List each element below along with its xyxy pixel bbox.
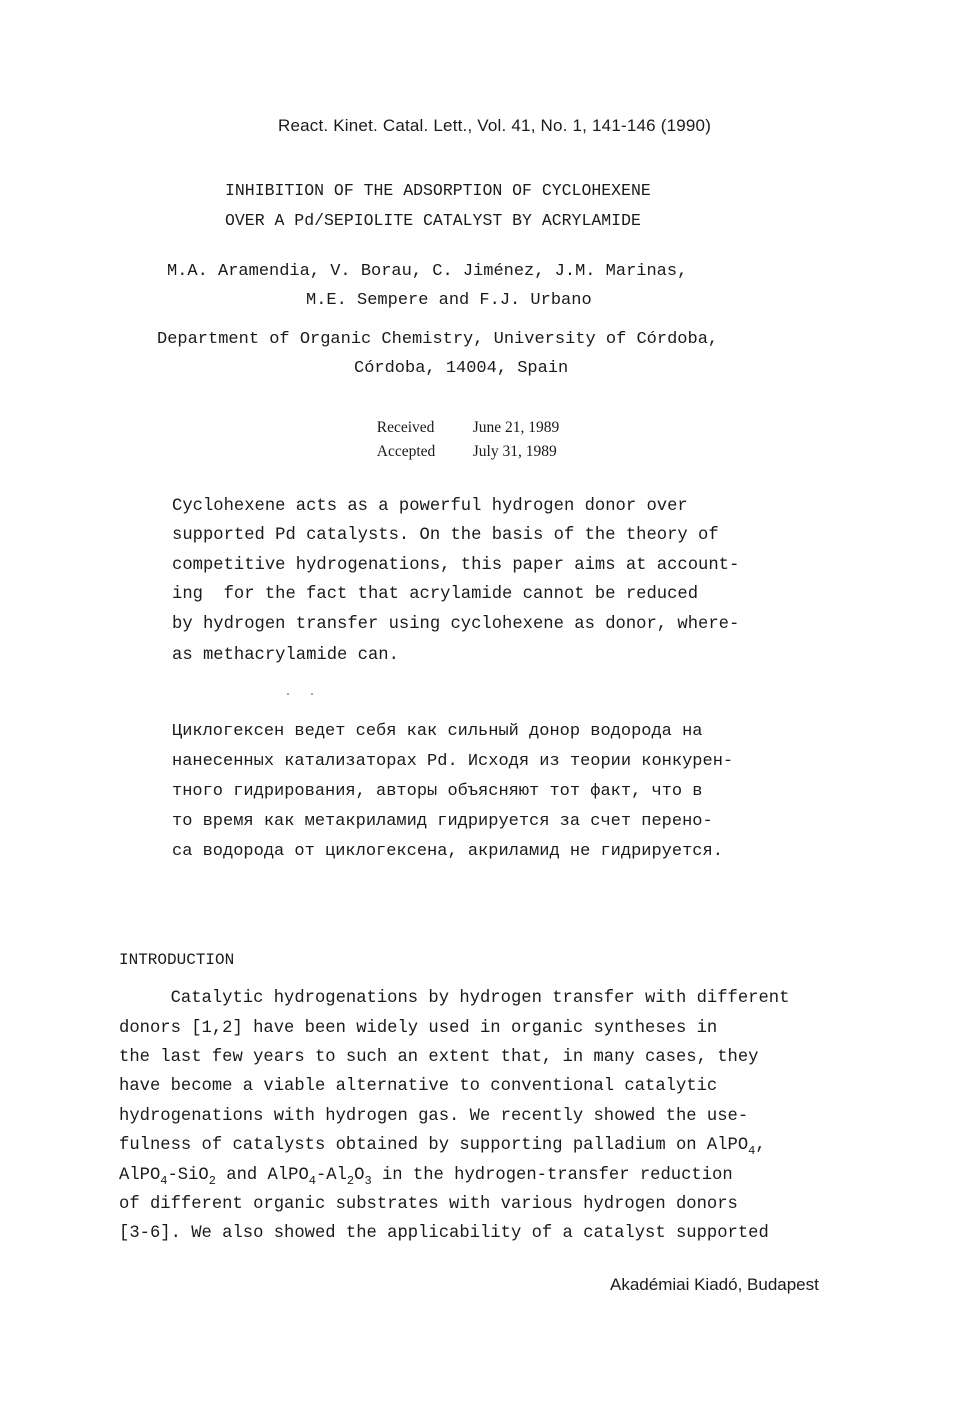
abstract-ru-line: Циклогексен ведет себя как сильный донор водорода на: [172, 722, 703, 741]
received-label: Received: [376, 419, 435, 436]
abstract-ru-line: нанесенных катализаторах Pd. Исходя из теории конкурен-: [172, 752, 734, 771]
abstract-en-line: by hydrogen transfer using cyclohexene as donor, where-: [172, 615, 740, 634]
abstract-en-line: Cyclohexene acts as a powerful hydrogen donor over: [172, 497, 688, 516]
title-line-2: OVER A Pd/SEPIOLITE CATALYST BY ACRYLAMIDE: [225, 211, 641, 230]
body-line: [119, 1166, 733, 1188]
formula-text: in the hydrogen-transfer reduction: [371, 1166, 733, 1185]
abstract-en-line: as methacrylamide can.: [172, 646, 399, 665]
formula-text: and AlPO: [215, 1166, 309, 1185]
body-line: hydrogenations with hydrogen gas. We recently showed the use-: [119, 1107, 749, 1126]
body-line: [119, 1136, 766, 1158]
formula-text: O: [354, 1166, 365, 1185]
abstract-ru-line: тного гидрирования, авторы объясняют тот факт, что в: [172, 782, 703, 801]
journal-citation: React. Kinet. Catal. Lett., Vol. 41, No. 1, 141-146 (1990): [278, 116, 712, 135]
abstract-en-line: supported Pd catalysts. On the basis of the theory of: [172, 526, 719, 545]
abstract-ru-line: са водорода от циклогексена, акриламид не гидрируется.: [172, 842, 723, 861]
subscript: 4: [308, 1174, 316, 1188]
subscript: 2: [346, 1174, 355, 1188]
accepted-date: [369, 425, 557, 461]
body-line: Catalytic hydrogenations by hydrogen transfer with different: [119, 989, 790, 1008]
formula-text: -Al: [315, 1166, 347, 1185]
body-line-text: ,: [755, 1136, 766, 1155]
formula-text: AlPO: [119, 1166, 161, 1185]
accepted-label: Accepted: [376, 443, 436, 460]
abstract-en-line: competitive hydrogenations, this paper aims at account-: [172, 556, 740, 575]
abstract-ru-line: то время как метакриламид гидрируется за счет перено-: [172, 812, 713, 831]
affiliation-line-2: Córdoba, 14004, Spain: [354, 359, 569, 378]
subscript: 3: [364, 1174, 372, 1188]
authors-line-1: M.A. Aramendia, V. Borau, C. Jiménez, J.M. Marinas,: [167, 262, 688, 281]
body-line: donors [1,2] have been widely used in organic syntheses in: [119, 1019, 718, 1038]
subscript: 4: [748, 1144, 756, 1158]
accepted-value: July 31, 1989: [472, 443, 557, 460]
body-line-text: fulness of catalysts obtained by supporting palladium on AlPO: [119, 1136, 749, 1155]
body-line: of different organic substrates with various hydrogen donors: [119, 1195, 738, 1214]
scan-speck: [311, 693, 313, 695]
received-value: June 21, 1989: [472, 419, 560, 436]
subscript: 2: [208, 1174, 216, 1188]
publisher-footer: Akadémiai Kiadó, Budapest: [610, 1275, 819, 1294]
affiliation-line-1: Department of Organic Chemistry, University of Córdoba,: [157, 330, 719, 349]
authors-line-2: M.E. Sempere and F.J. Urbano: [306, 291, 592, 310]
abstract-en-line: ing for the fact that acrylamide cannot be reduced: [172, 585, 699, 604]
subscript: 4: [160, 1174, 168, 1188]
formula-text: -SiO: [167, 1166, 209, 1185]
scan-speck: [287, 693, 289, 695]
title-line-1: INHIBITION OF THE ADSORPTION OF CYCLOHEXENE: [225, 181, 651, 200]
body-line: have become a viable alternative to conventional catalytic: [119, 1077, 718, 1096]
body-line: [3-6]. We also showed the applicability of a catalyst supported: [119, 1224, 769, 1243]
body-line: the last few years to such an extent that, in many cases, they: [119, 1048, 759, 1067]
section-heading-introduction: INTRODUCTION: [119, 951, 235, 969]
